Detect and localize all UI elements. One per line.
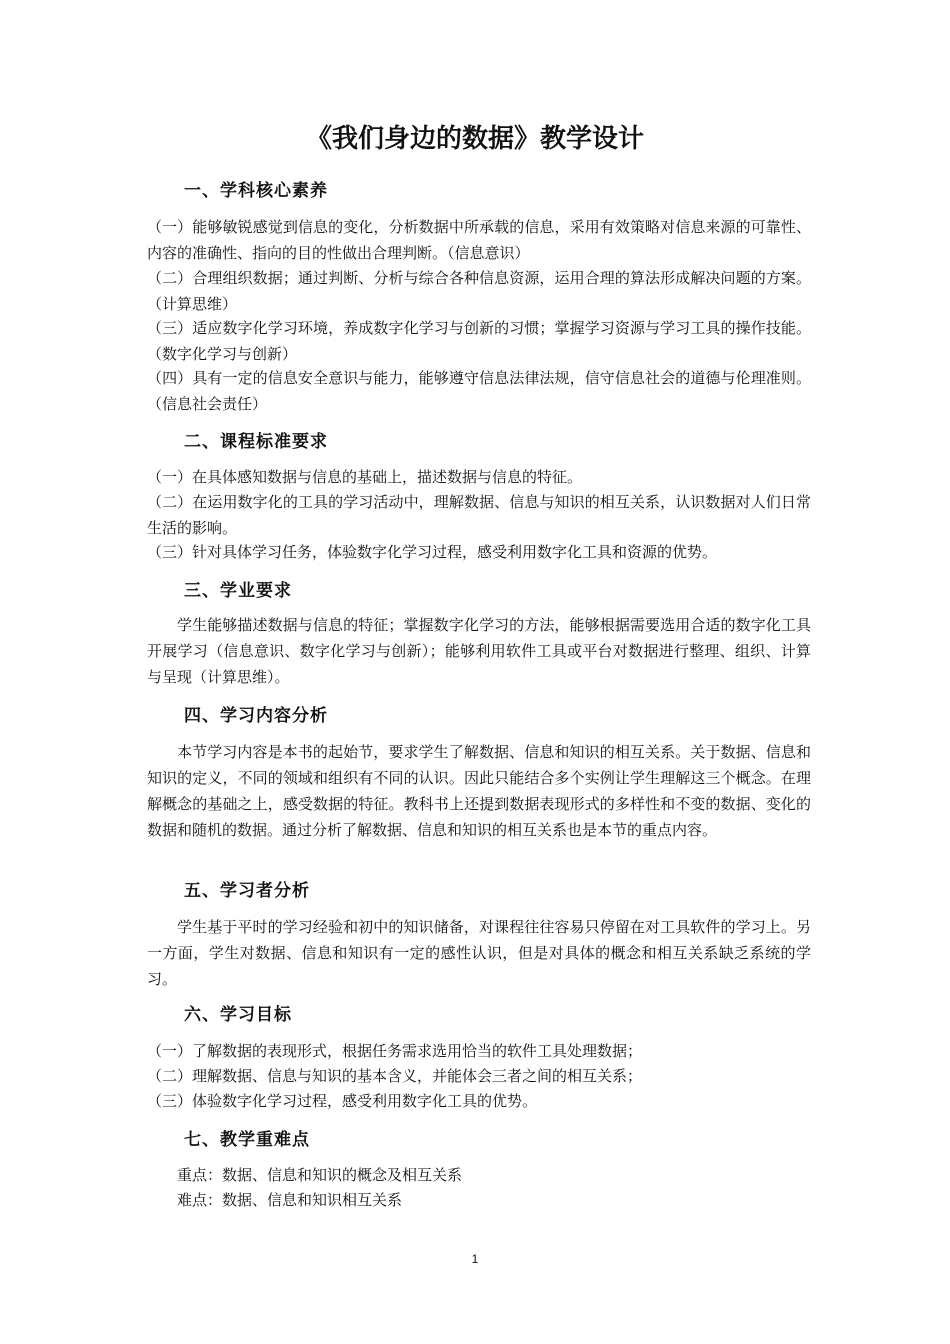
section-heading-learning-objectives: 六、学习目标	[184, 1005, 292, 1025]
paragraph: 学生能够描述数据与信息的特征；掌握数字化学习的方法，能够根据需要选用合适的数字化工具开展学习（信息意识、数字化学习与创新）；能够利用软件工具或平台对数据进行整理、组织、计算与呈现（计算思维）。	[147, 616, 811, 686]
paragraph: （二）理解数据、信息与知识的基本含义，并能体会三者之间的相互关系；	[147, 1067, 643, 1085]
section-heading-learner-analysis: 五、学习者分析	[184, 881, 310, 901]
paragraph: （一）了解数据的表现形式，根据任务需求选用恰当的软件工具处理数据；	[147, 1042, 643, 1060]
paragraph: （二）合理组织数据；通过判断、分析与综合各种信息资源，运用合理的算法形成解决问题的方案。（计算思维）	[147, 269, 811, 313]
section-heading-content-analysis: 四、学习内容分析	[184, 706, 328, 726]
paragraph: （一）在具体感知数据与信息的基础上，描述数据与信息的特征。	[147, 468, 583, 486]
paragraph: 本节学习内容是本书的起始节，要求学生了解数据、信息和知识的相互关系。关于数据、信息和知识的定义，不同的领域和组织有不同的认识。因此只能结合多个实例让学生理解这三个概念。在理解概念的基础之上，感受数据的特征。教科书上还提到数据表现形式的多样性和不变的数据、变化的数据和随机的数据。通过分析了解数据、信息和知识的相互关系也是本节的重点内容。	[147, 743, 811, 839]
section-heading-curriculum-standards: 二、课程标准要求	[184, 432, 328, 452]
page-number: 1	[471, 1252, 479, 1266]
paragraph-key-point: 重点：数据、信息和知识的概念及相互关系	[177, 1166, 463, 1184]
paragraph-difficulty: 难点：数据、信息和知识相互关系	[177, 1191, 403, 1209]
paragraph: （一）能够敏锐感觉到信息的变化，分析数据中所承载的信息，采用有效策略对信息来源的可靠性、内容的准确性、指向的目的性做出合理判断。（信息意识）	[147, 218, 811, 262]
paragraph: 学生基于平时的学习经验和初中的知识储备，对课程往往容易只停留在对工具软件的学习上。另一方面，学生对数据、信息和知识有一定的感性认识，但是对具体的概念和相互关系缺乏系统的学习。	[147, 918, 811, 988]
paragraph: （四）具有一定的信息安全意识与能力，能够遵守信息法律法规，信守信息社会的道德与伦理准则。（信息社会责任）	[147, 369, 811, 413]
paragraph: （三）适应数字化学习环境，养成数字化学习与创新的习惯；掌握学习资源与学习工具的操作技能。（数字化学习与创新）	[147, 319, 811, 363]
paragraph: （二）在运用数字化的工具的学习活动中，理解数据、信息与知识的相互关系，认识数据对人们日常生活的影响。	[147, 493, 811, 537]
section-heading-academic-requirements: 三、学业要求	[184, 581, 292, 601]
section-heading-key-difficulties: 七、教学重难点	[184, 1130, 310, 1150]
section-heading-core-literacy: 一、学科核心素养	[184, 181, 328, 201]
document-title: 《我们身边的数据》教学设计	[305, 124, 644, 154]
paragraph: （三）体验数字化学习过程，感受利用数字化工具的优势。	[147, 1092, 538, 1110]
paragraph: （三）针对具体学习任务，体验数字化学习过程，感受利用数字化工具和资源的优势。	[147, 543, 718, 561]
